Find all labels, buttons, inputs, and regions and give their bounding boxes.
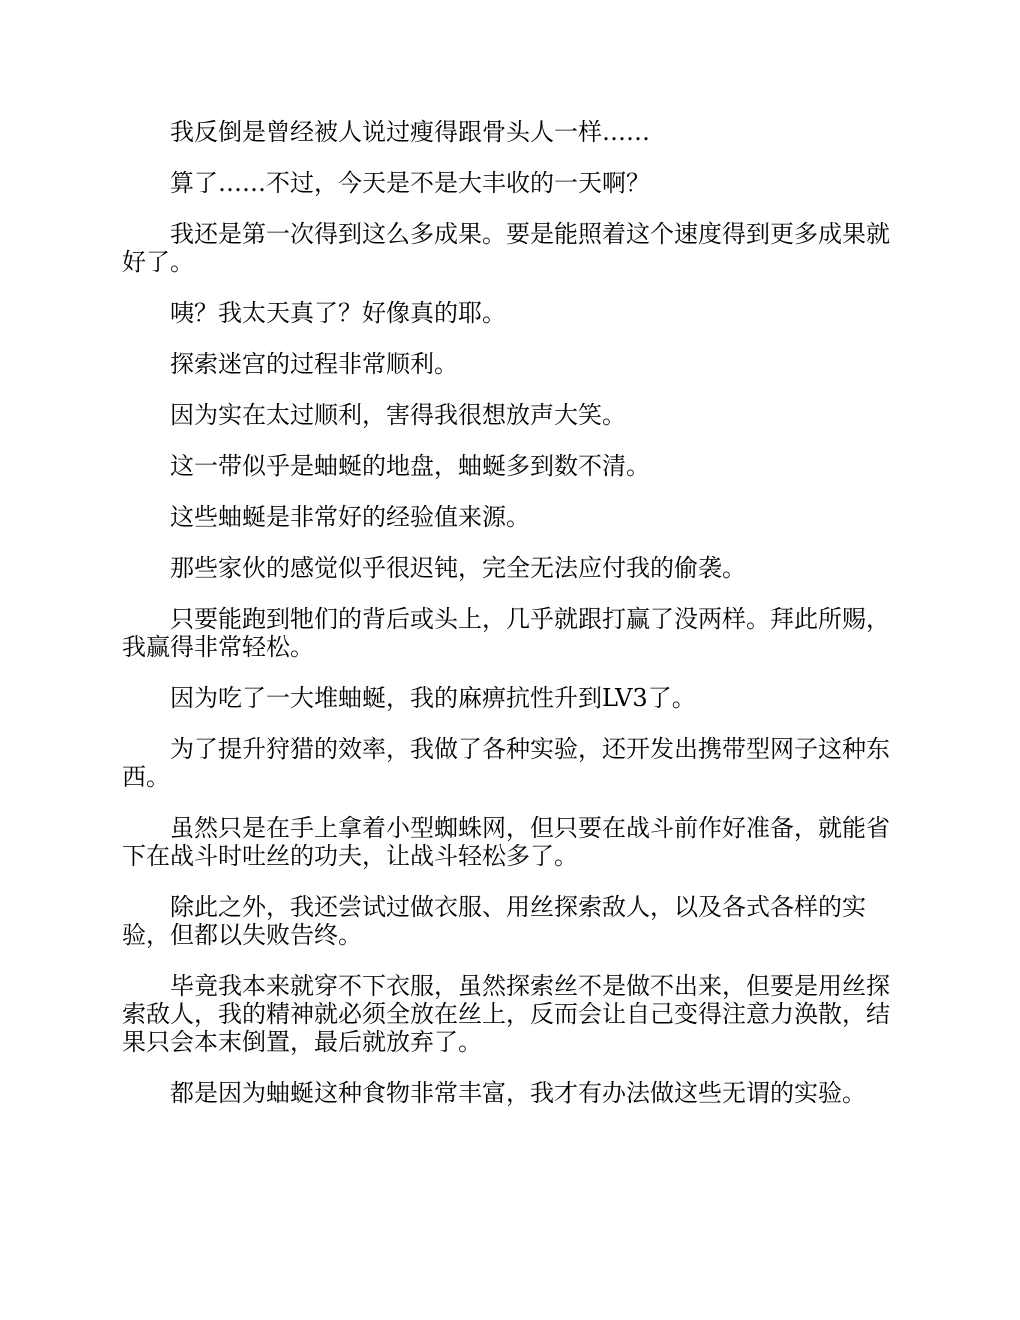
paragraph-10: 只要能跑到牠们的背后或头上，几乎就跟打赢了没两样。拜此所赐，我赢得非常轻松。 [122, 605, 890, 661]
paragraph-4: 咦？我太天真了？好像真的耶。 [170, 299, 506, 327]
paragraph-15: 毕竟我本来就穿不下衣服，虽然探索丝不是做不出来，但要是用丝探索敌人，我的精神就必须全放在丝上，反而会让自己变得注意力涣散，结果只会本末倒置，最后就放弃了。 [122, 972, 890, 1056]
paragraph-14: 除此之外，我还尝试过做衣服、用丝探索敌人，以及各式各样的实验，但都以失败告终。 [122, 893, 866, 949]
paragraph-5: 探索迷宫的过程非常顺利。 [170, 350, 458, 378]
paragraph-13: 虽然只是在手上拿着小型蜘蛛网，但只要在战斗前作好准备，就能省下在战斗时吐丝的功夫，让战斗轻松多了。 [122, 814, 890, 870]
paragraph-3: 我还是第一次得到这么多成果。要是能照着这个速度得到更多成果就好了。 [122, 220, 890, 276]
paragraph-8: 这些蚰蜒是非常好的经验值来源。 [170, 503, 530, 531]
document-page [122, 118, 900, 1130]
paragraph-1: 我反倒是曾经被人说过瘦得跟骨头人一样…… [170, 118, 650, 146]
paragraph-11: 因为吃了一大堆蚰蜒，我的麻痹抗性升到LV3了。 [170, 684, 696, 712]
paragraph-9: 那些家伙的感觉似乎很迟钝，完全无法应付我的偷袭。 [170, 554, 746, 582]
paragraph-6: 因为实在太过顺利，害得我很想放声大笑。 [170, 401, 626, 429]
paragraph-16: 都是因为蚰蜒这种食物非常丰富，我才有办法做这些无谓的实验。 [170, 1079, 866, 1107]
paragraph-12: 为了提升狩猎的效率，我做了各种实验，还开发出携带型网子这种东西。 [122, 735, 890, 791]
paragraph-2: 算了……不过，今天是不是大丰收的一天啊？ [170, 169, 650, 197]
paragraph-7: 这一带似乎是蚰蜒的地盘，蚰蜒多到数不清。 [170, 452, 650, 480]
